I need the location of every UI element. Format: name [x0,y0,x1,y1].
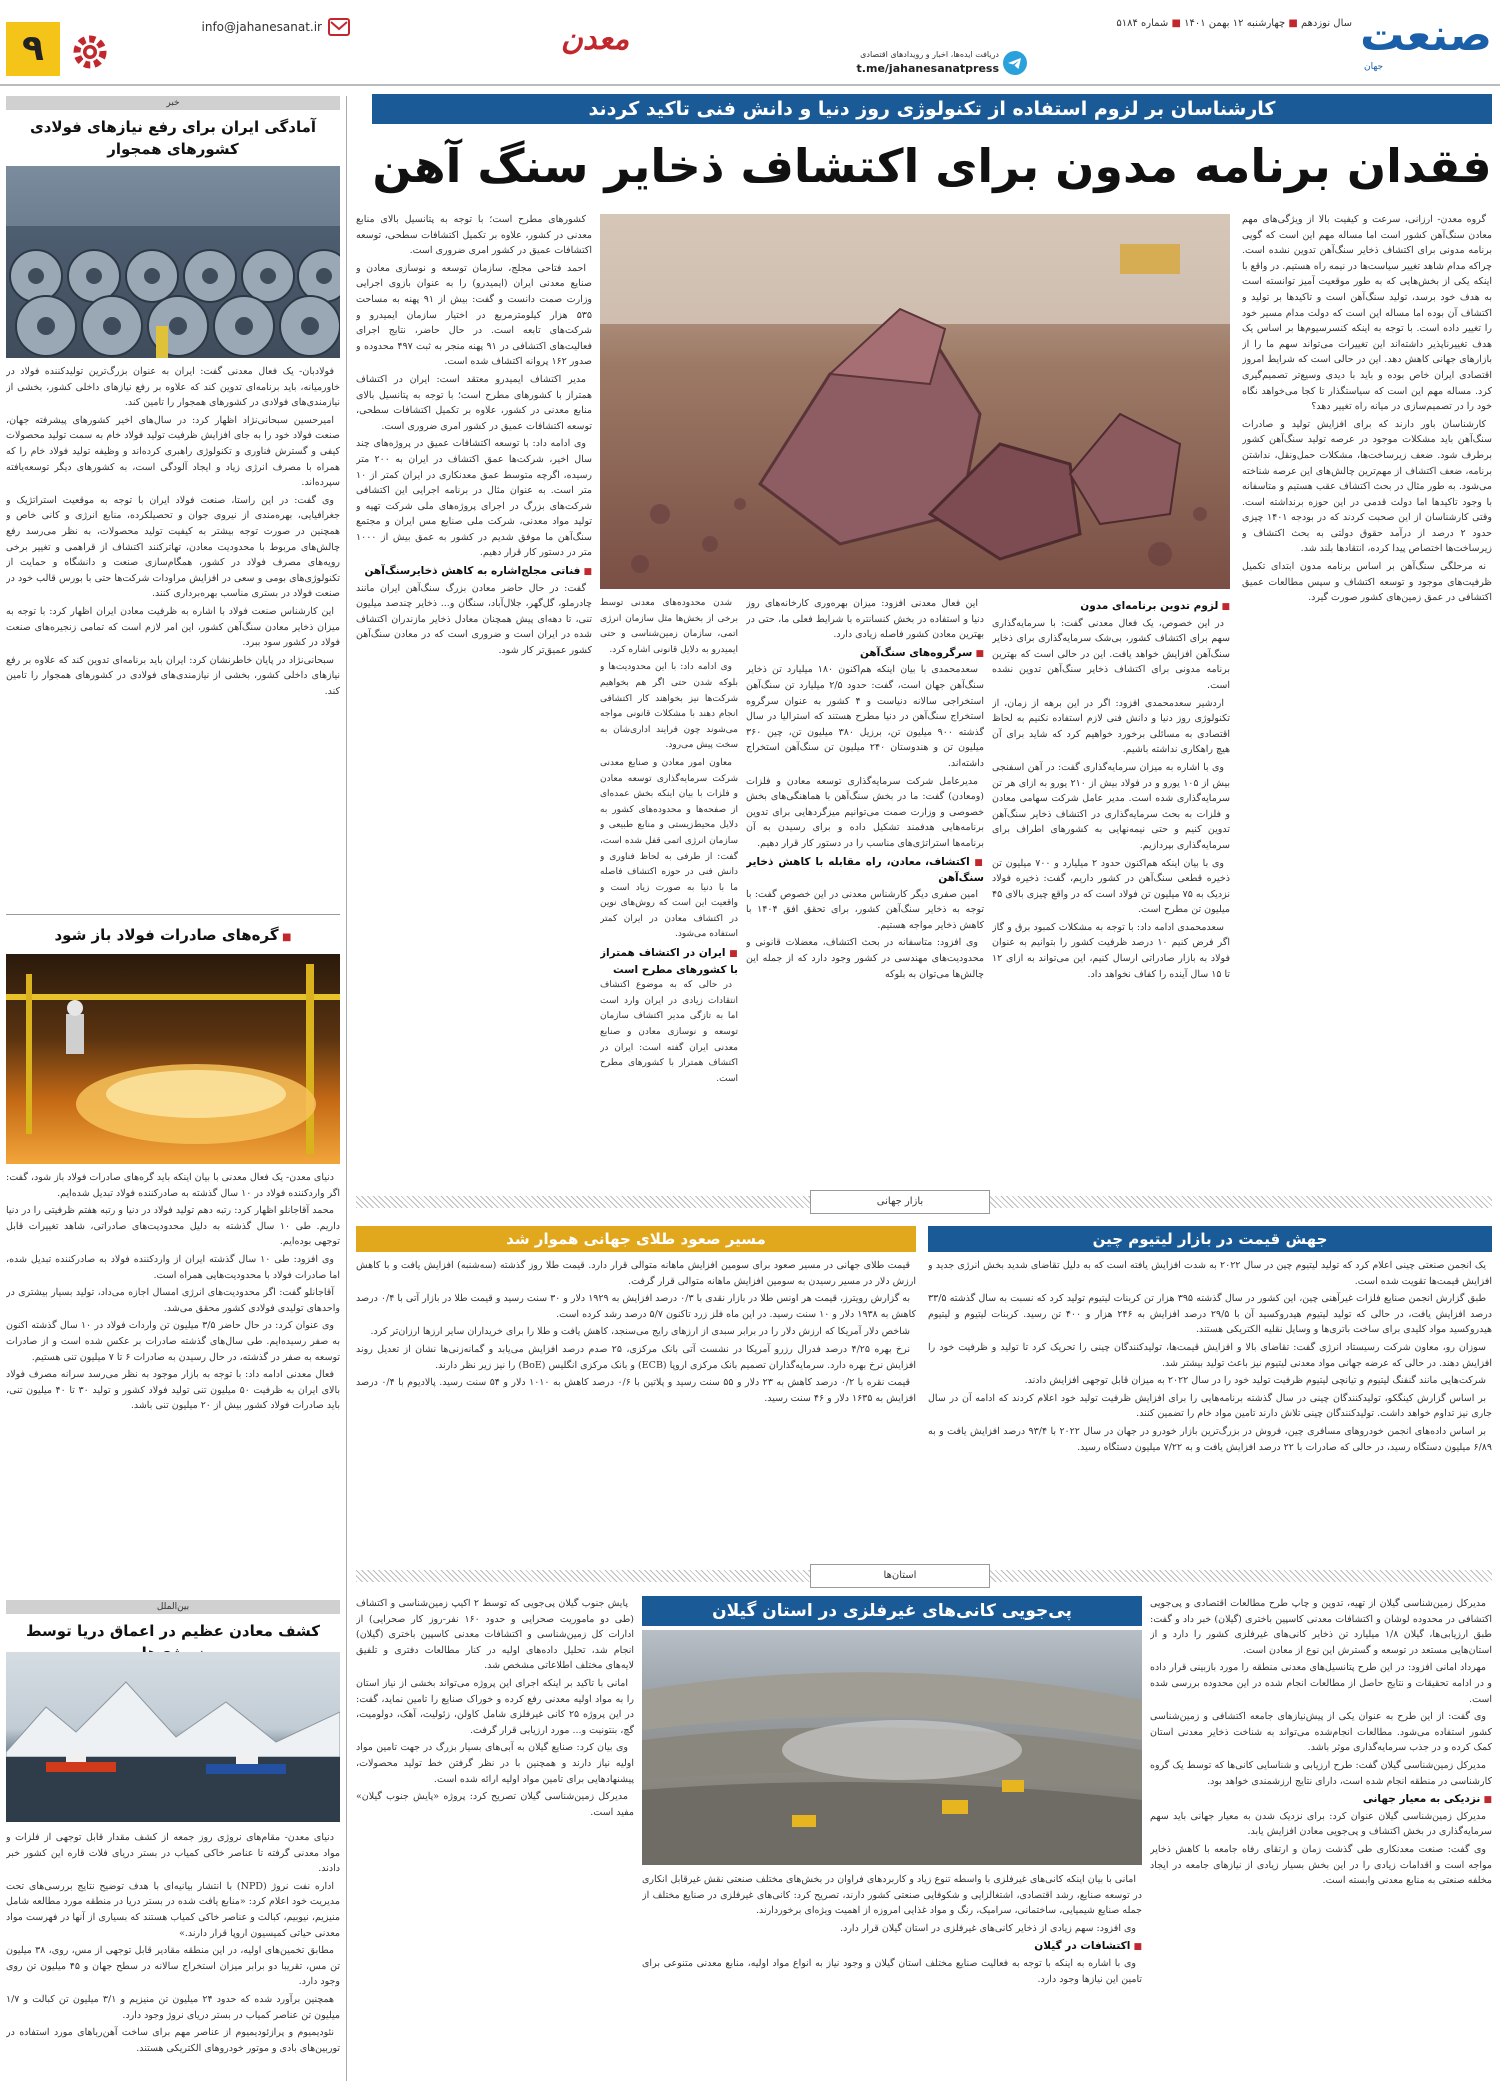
sep-square: ■ [1171,18,1181,29]
paragraph: مدیرعامل شرکت سرمایه‌گذاری توسعه معادن و فلزات (ومعادن) گفت: ما در بخش سنگ‌آهن با هماهنگی‌های بخش خصوصی و وزارت صمت می‌توانیم میزگردهایی برای تدوین برنامه‌هایی هدفمند تشکیل داده و برای رسیدن به آن برنامه‌ها استراتژی‌های مناسب را در دستور کار قرار دهیم. [746,775,984,849]
paragraph: طبق گزارش انجمن صنایع فلزات غیرآهنی چین، این کشور در سال گذشته ۳۹۵ هزار تن کربنات لیتیوم تولید کرد که نسبت به سال گذشته ۳۳/۵ درصد افزایش یافت، در حالی که تولید لیتیوم هیدروکسید آن با ۲۹/۵ درصد افزایش به ۲۴۶ هزار و ۴۰۰ تن رسید. کربنات لیتیوم و لیتیوم هیدروکسید مواد کلیدی برای ساخت باتری‌ها و وسایل نقلیه الکتریکی هستند. [928,1293,1492,1336]
paragraph: محمد آقاجانلو اظهار کرد: رتبه دهم تولید فولاد در دنیا و رتبه هفتم ظرفیتی را در دنیا داریم. طی ۱۰ سال گذشته به دلیل محدودیت‌های صادراتی، شاهد تغییرات قابل توجهی بوده‌ایم. [6,1205,340,1248]
email-block[interactable] [120,18,350,38]
lead-subhead-3: ■ اکتشاف، معادن، راه مقابله با کاهش ذخایر سنگ‌آهن [746,855,984,887]
provinces-tag: استان‌ها [810,1564,990,1588]
paragraph: شاخص دلار آمریکا که ارزش دلار را در برابر سبدی از ارزهای رایج می‌سنجد، کاهش یافت و طلا را برای خریداران سایر ارزها ارزان‌تر کرد. [370,1326,910,1338]
email-icon [328,18,350,36]
paragraph: اداره نفت نروژ (NPD) با انتشار بیانیه‌ای با هدف توضیح نتایج بررسی‌های تحت مدیریت خود اعلام کرد: «منابع یافت شده در بستر دریا در منطقه مورد مطالعه شامل منیزیم، نیوبیم، کبالت و عناصر خاکی کمیاب هستند که بسیاری از آنها در فهرست مواد معدنی حیاتی کمیسیون اروپا قرار دارند.» [6,1880,340,1939]
paragraph: در این خصوص، یک فعال معدنی گفت: با سرمایه‌گذاری سهم برای اکتشاف کشور، بی‌شک سرمایه‌گذاری برای ذخایر سنگ‌آهن افزایش خواهد یافت. این در حالی است که بهترین برنامه مدونی برای اکتشاف ذخایر سنگ‌آهن تدوین نشده است. [992,617,1230,691]
sidebar-tag-news: خبر [6,96,340,110]
gilan-subhead-2: ■ اکتشافات در گیلان [642,1939,1142,1956]
gilan-subhead-1: ■ نزدیکی به معیار جهانی [1150,1792,1492,1809]
lead-column-1 [1242,212,1492,1180]
paragraph: امیرحسین سبحانی‌نژاد اظهار کرد: در سال‌های اخیر کشورهای پیشرفته جهان، صنعت فولاد خود را به جای افزایش ظرفیت تولید فولاد خام به سمت تولید محصولات کیفی و گسترش فناوری و تکنولوژی راهبری کرده‌اند و وظیفه تولید فولاد خام را که همراه با مصرف انرژی زیاد و ایجاد آلودگی است، به کشورهای دیگر توسعه‌یافته سپرده‌اند. [6,414,340,489]
paragraph: کارشناسان باور دارند که برای افزایش تولید و صادرات سنگ‌آهن باید مشکلات موجود در عرصه تولید سنگ‌آهن کشور برطرف شود. ضعف زیرساخت‌ها، مشکلات حمل‌ونقل، نداشتن برنامه، ضعف اکتشاف از مهم‌ترین چالش‌های این عرصه شناخته می‌شود. به طور مثال در بحث اکتشاف عقب هستیم و متاسفانه با وجود تاکیدها اما دولت قدمی در این حوزه برنداشته است. وقتی کارشناسان از این صحبت کردند که در بودجه ۱۴۰۱ چیزی حدود ۲ درصد از درآمد حقوق دولتی به بحث اکتشاف و زیرساخت‌ها اختصاص پیدا کرده، انتقادها بلند شد. [1242,418,1492,555]
story3-body [6,1830,340,2080]
paragraph: سبحانی‌نژاد در پایان خاطرنشان کرد: ایران باید برنامه‌ای تدوین کند که علاوه بر رفع نیازهای داخلی کشور، بخشی از نیازمندی‌های فولادی در کشورهای همجوار را تامین کند. [6,654,340,697]
paragraph: مدیرکل زمین‌شناسی گیلان تصریح کرد: پروژه «پایش جنوب گیلان» مفید است. [356,1791,634,1818]
gold-body [356,1258,916,1546]
paragraph: سعدمحمدی با بیان اینکه هم‌اکنون ۱۸۰ میلیارد تن ذخایر سنگ‌آهن جهان است، گفت: حدود ۲/۵ میلیارد تن سنگ‌آهن استخراجی سالانه دنیاست و ۴ کشور به عنوان سرگروه استخراج سنگ‌آهن در دنیا مطرح هستند که استرالیا در سال گذشته ۹۰۰ میلیون تن، برزیل ۳۸۰ میلیون تن، چین ۳۶۰ میلیون تن و هندوستان ۲۴۰ میلیون تن سنگ‌آهن استخراج داشته‌اند. [746,664,984,769]
paragraph: امانی با تاکید بر اینکه اجرای این پروژه می‌تواند بخشی از نیاز استان را به مواد اولیه معدنی رفع کرده و خوراک صنایع را تامین نماید، گفت: در این پروژه ۲۵ کانی غیرفلزی شامل کاولن، زئولیت، آهک، دولومیت، گچ، بنتونیت و... مورد ارزیابی قرار گرفت. [356,1677,634,1736]
paragraph: آقاجانلو گفت: اگر محدودیت‌های انرژی امسال اجازه می‌داد، تولید بسیار بیشتری در واحدهای تولیدی فولادی کشور محقق می‌شد. [6,1287,340,1314]
paragraph: اردشیر سعدمحمدی افزود: اگر در این برهه از زمان، از تکنولوژی روز دنیا و دانش فنی لازم استفاده نکنیم به لحاظ اقتصادی به مسائلی برخورد خواهیم کرد که شاید برای آن هیچ راهکاری نداشته باشیم. [992,697,1230,756]
gilan-column-2 [642,1872,1142,2082]
telegram-block[interactable] [822,48,1027,80]
gear-icon [66,28,114,76]
paragraph: وی ادامه داد: با این محدودیت‌ها و بلوکه شدن حتی اگر هم بخواهیم شرکت‌ها نیز بخواهند کار اکتشافی انجام دهند با مشکلات قانونی مواجه می‌شوند چون فرایند اداری‌شان به سخت پیش می‌رود. [600,662,738,751]
paragraph: امانی با بیان اینکه کانی‌های غیرفلزی با واسطه تنوع زیاد و کاربردهای فراوان در بخش‌های مختلف صنعتی نقش غیرقابل انکاری در توسعه صنایع، رشد اقتصادی، اشتغالزایی و شکوفایی صنعتی کشور دارند، تصریح کرد: کانی‌های غیرفلزی در صنایع مختلف از جمله صنایع شیمیایی، ساختمانی، سرامیک، رنگ و مواد غذایی امروزه از اهمیت ویژه‌ای برخوردارند. [642,1874,1142,1917]
paragraph: مطابق تخمین‌های اولیه، در این منطقه مقادیر قابل توجهی از مس، روی، ۳۸ میلیون تن مس، تقریبا دو برابر میزان استخراج سالانه در سطح جهان و ۴۵ میلیون تن روی وجود دارد. [6,1945,340,1988]
paragraph: فولادبان- یک فعال معدنی گفت: ایران به عنوان بزرگ‌ترین تولیدکننده فولاد در خاورمیانه، باید برنامه‌ای تدوین کند که علاوه بر رفع نیازهای داخلی کشور، بخشی از نیازمندی‌های فولادی در کشورهای همجوار را تامین کند. [6,366,340,409]
paragraph: نئودیمیوم و پرازئودیمیوم از عناصر مهم برای ساخت آهن‌رباهای مورد استفاده در توربین‌های بادی و موتور خودروهای الکتریکی هستند. [6,2027,340,2054]
paragraph: همچنین برآورد شده که حدود ۲۴ میلیون تن منیزیم و ۳/۱ میلیون تن کبالت و ۱/۷ میلیون تن عناصر کمیاب در بستر دریای نروژ وجود دارد. [6,1993,340,2021]
gilan-column-3 [356,1596,634,2082]
paragraph: بر اساس داده‌های انجمن خودروهای مسافری چین، فروش در بزرگ‌ترین بازار خودرو در جهان در سال ۲۰۲۲ با ۹۳/۴ درصد افزایش یافت و به ۶/۸۹ میلیون دستگاه رسید، در حالی که صادرات با ۲۲ درصد افزایش یافت و به ۷/۲۲ میلیون دستگاه رسید. [928,1425,1492,1453]
paragraph: مدیرکل زمین‌شناسی گیلان از تهیه، تدوین و چاپ طرح مطالعات اقتصادی و پی‌جویی اکتشافی در محدوده لوشان و اکتشافات معدنی کاسپین باختری (گیلان) خبر داد و گفت: طبق ارزیابی‌ها، گیلان ۱/۸ میلیارد تن ذخایر کانی‌های غیرفلزی کشور را دارد و از استان‌هایی مستعد در توسعه و گسترش این نوع از معادن است. [1150,1598,1492,1656]
story1-body [6,364,340,904]
world-market-tag: بازار جهانی [810,1190,990,1214]
logo[interactable] [1362,8,1492,72]
paragraph: وی با اشاره به میزان سرمایه‌گذاری گفت: در آهن اسفنجی بیش از ۱۰۵ یورو و در فولاد بیش از ۲۱۰ یورو به ازای هر تن سرمایه‌گذاری شده است. مدیر عامل شرکت سهامی معادن و فلزات به بحث سرمایه‌گذاری در اکتشاف ذخایر سنگ‌آهن تدوین کنیم و حتی نیمه‌نهایی به کشورهای اطراف برای سرمایه‌گذاری بپردازیم. [992,761,1230,851]
paragraph: دنیای معدن- یک فعال معدنی با بیان اینکه باید گره‌های صادرات فولاد باز شود، گفت: اگر واردکننده فولاد در ۱۰ سال گذشته به صادرکننده فولاد تبدیل شده‌ایم. [6,1172,340,1199]
lead-column-3 [746,596,984,1180]
paragraph: قیمت نقره با ۰/۲ درصد کاهش به ۲۳ دلار و ۵۵ سنت رسید و پلاتین با ۰/۶ درصد کاهش به ۱۰۱۰ دلار و ۵۴ سنت رسید. پالادیوم با ۰/۴ درصد افزایش به ۱۶۳۵ دلار و ۴۶ سنت رسید. [356,1377,916,1404]
paragraph: وی ادامه داد: با توسعه اکتشافات عمیق در پروژه‌های چند سال اخیر، شرکت‌ها عمق اکتشاف در ایران به ۲۰۰ متر رسیده، اگرچه متوسط عمق معدنکاری در ایران کمتر از ۱۰ متر است. به عنوان مثال در برنامه اجرایی این اکتشافی شرکت‌های بزرگ در اجرای پروژه‌های ملی شرکت تهیه و تولید مواد معدنی، شرکت ملی صنایع مس ایران و مجتمع سنگ‌آهن ما موفق شدیم در کشور به عمق بیش از ۱۰۰۰ متر در دستور کار قرار دهیم. [356,438,592,559]
divider [6,914,340,915]
paragraph: سعدمحمدی ادامه داد: با توجه به مشکلات کمبود برق و گاز اگر فرض کنیم ۱۰ درصد ظرفیت کشور را بتوانیم به عنوان فولاد به بازار صادراتی ارسال کنیم، این می‌تواند به ازای ۱۲ تا ۱۵ سال آینده را کفاف نخواهد داد. [992,921,1230,980]
paragraph: مدیرکل زمین‌شناسی گیلان عنوان کرد: برای نزدیک شدن به معیار جهانی باید سهم سرمایه‌گذاری در بخش اکتشاف و پی‌جویی معادن افزایش یابد. [1150,1810,1492,1838]
issue-number: شماره ۵۱۸۴ [1116,18,1169,29]
story2-title-text: گره‌های صادرات فولاد باز شود [54,926,279,944]
lead-subhead-1: ■ لزوم تدوین برنامه‌ای مدون [992,599,1230,616]
lead-column-2 [992,596,1230,1180]
story2-title [6,924,340,949]
paragraph: وی گفت: از این طرح به عنوان یکی از پیش‌نیازهای جامعه اکتشافی و زمین‌شناسی کشور استفاده می‌شود. مطالعات انجام‌شده می‌تواند به شناخت ذخایر معدنی استان کمک کرده و در جذب سرمایه‌گذاری موثر باشد. [1150,1711,1492,1754]
paragraph: وی افزود: متاسفانه در بحث اکتشاف، معضلات قانونی و محدودیت‌های مهندسی در کشور وجود دارد که از جمله این چالش‌ها می‌توان به بلوکه [746,937,984,980]
steel-plant-photo [6,954,340,1164]
iron-ore-photo [600,214,1230,589]
story3-title: کشف معادن عظیم در اعماق دریا توسط [25,1622,321,1640]
paragraph: وی عنوان کرد: در حال حاضر ۳/۵ میلیون تن واردات فولاد در ۱۰ سال گذشته اکنون به صفر رسیده‌ایم. طی سال‌های گذشته صادرات بر عکس شده است و از صادرات توسعه به صفر در گذشته، در حال رسیدن به صادرات ۶ تا ۷ میلیون تنی هستیم. [6,1320,340,1363]
telegram-icon [1003,51,1027,75]
lead-subhead-4: ■ ایران در اکتشاف همتراز با کشورهای مطرح است [600,946,738,978]
section-title: معدن [560,22,630,57]
paragraph: قیمت طلای جهانی در مسیر صعود برای سومین افزایش ماهانه متوالی قرار دارد. قیمت طلا روز گذشته (سه‌شنبه) افزایش یافت و با کاهش ارزش دلار در مسیر رسیدن به سومین افزایش ماهانه متوالی قرار گرفت. [356,1260,916,1287]
sidebar [6,96,340,2081]
open-pit-mine-photo [642,1630,1142,1865]
lead-column-4 [600,596,738,1180]
email-text[interactable]: info@jahanesanat.ir [201,20,322,34]
paragraph: فعال معدنی ادامه داد: با توجه به بازار موجود به نظر می‌رسد سرانه مصرف فولاد بالای ایران به ظرفیت ۵۰ میلیون تنی تولید فولاد کشور و تولید ۳۰ تا ۴۰ میلیون تنی، باید صادرات فولاد کشور بیش از ۲۰ میلیون تنی باشد. [6,1369,340,1412]
sep-square: ■ [1288,18,1298,29]
story2-body [6,1170,340,1590]
lead-headline: فقدان برنامه مدون برای اکتشاف ذخایر سنگ آهن [372,139,1492,193]
paragraph: وی افزود: طی ۱۰ سال گذشته ایران از واردکننده فولاد به صادرکننده تبدیل شده، اما صادرات فولاد با محدودیت‌هایی همراه است. [6,1253,340,1281]
lithium-body [928,1258,1492,1546]
gilan-title: پی‌جویی کانی‌های غیرفلزی در استان گیلان [642,1596,1142,1626]
paragraph: یک انجمن صنعتی چینی اعلام کرد که تولید لیتیوم چین در سال ۲۰۲۲ به شدت افزایش یافته است که به دلیل تقاضای شدید بخش انرژی جدید و افزایش قیمت‌ها تقویت شده است. [928,1260,1492,1287]
paragraph: به گزارش رویترز، قیمت هر اونس طلا در بازار نقدی با ۰/۳ درصد افزایش به ۱۹۲۹ دلار و ۳۰ سنت رسید و قیمت طلا در بازار آتی با ۰/۴ درصد کاهش به ۱۹۳۸ دلار و ۱۰ سنت رسید. در این ماه فلز زرد تاکنون ۵/۷ درصد رشد کرده است. [356,1293,916,1320]
telegram-link[interactable]: t.me/jahanesanatpress [856,62,999,75]
lithium-title: جهش قیمت در بازار لیتیوم چین [928,1226,1492,1252]
paragraph: وی با بیان اینکه هم‌اکنون حدود ۲ میلیارد و ۷۰۰ میلیون تن ذخیره قطعی سنگ‌آهن در کشور داریم، گفت: ذخیره فولاد نزدیک به ۷۵ میلیون تن فولاد است که در واقع چیزی بالای ۴۵ میلیون تن مطرح است. [992,857,1230,916]
paragraph: سوزان رو، معاون شرکت رسیستاد انرژی گفت: تقاضای بالا و افزایش قیمت‌ها، تولیدکنندگان چینی را تحریک کرد تا تولید و ظرفیت خود را افزایش دهند. در حالی که عرضه جهانی مواد معدنی لیتیوم نیز باعث تولید بیشتر شد. [928,1341,1492,1369]
sidebar-divider [346,96,347,2081]
sea-ships-photo [6,1652,340,1822]
paragraph: مدیر اکتشاف ایمیدرو معتقد است: ایران در اکتشاف همتراز با کشورهای مطرح است؛ با توجه به پتانسیل بالای منابع معدنی در کشور، علاوه بر تکمیل اکتشافات سطحی، توسعه اکتشافات عمیق در کشور امری ضروری است. [356,373,592,432]
logo-text: صنعت [1360,10,1492,61]
paragraph: وی گفت: در این راستا، صنعت فولاد ایران با توجه به موقعیت استراتژیک و جغرافیایی، بهره‌مندی از نیروی جوان و تحصیلکرده، منابع انرژی و کانی خاص و همچنین در صورت توجه بیشتر به کیفیت تولید محصولات، به نظر می‌رسد رفع چالش‌های مربوط با محدودیت معادن، تهاتر‌کنند اکتشاف از قراهمی و تغییر برخی رویه‌های مصرف فولاد در کشور، همگام‌سازی صنعت و دانشگاه و حمایت از تکنولوژی‌های بومی و سعی در افزایش مراودات شرکت‌ها حتی با بورس قالب خود در صنعت فولاد در بستری مناسب بهره‌برداری کنند. [6,494,340,600]
paragraph: نه مرحلگی سنگ‌آهن بر اساس برنامه مدون ابتدای تکمیل ظرفیت‌های موجود و توسعه اکتشاف و سپس مطالعات عمیق اکتشافی در عمق زمین‌های کشور صورت گیرد. [1242,561,1492,604]
paragraph: گروه معدن- ارزانی، سرعت و کیفیت بالا از ویژگی‌های مهم معادن سنگ‌آهن کشور است اما مساله مهم این است که گویی برنامه مدونی برای اکتشاف ذخایر سنگ‌آهن تدوین نشده است. چراکه مدام شاهد تغییر سیاست‌ها در نیمه راه هستیم. در واقع با اینکه یکی از بخش‌هایی که به طور موقعیت آمیز توانسته است به هدف خود برسد، تولید سنگ‌آهن است و تاکیدها بر تولید و اکتشاف آن بوده اما مساله این است که دولت مدام مسیر خود را تغییر داده است. با توجه به اینکه کنسرسیوم‌ها بر اساس یک هدف تغییرناپذیر داشته‌اند این تغییرات می‌تواند سهم ما را از بازارهای جهانی کاهش دهد. این در حالی است که شرایط امروز اقتصادی ایران خاص بوده و باید با دیدی وسیع‌تر تصمیم‌گیری کرد. مساله مهم این است که سیاستگذار تا کجا می‌خواهد نگاه خود را در تصمیم‌سازی در میانه راه تغییر دهد؟ [1242,214,1492,413]
paragraph: مدیرکل زمین‌شناسی گیلان گفت: طرح ارزیابی و شناسایی کانی‌ها که توسط یک گروه کارشناسی در منطقه انجام شده است، دارای نتایج ارزشمندی خواهد بود. [1150,1759,1492,1787]
lead-column-5 [356,212,592,1180]
paragraph: وی با اشاره به اینکه با توجه به فعالیت صنایع مختلف استان گیلان و وجود نیاز به انواع مواد اولیه، منابع معدنی متنوعی برای تامین این نیازها وجود دارد. [642,1957,1142,1985]
paragraph: نرخ بهره ۴/۲۵ درصد فدرال رزرو آمریکا در نشست آتی بانک مرکزی، ۲۵ صدم درصد افزایش می‌یابد و گمانه‌زنی‌ها نشان از تعدیل روند افزایش نرخ بهره دارد. سرمایه‌گذاران تصمیم بانک مرکزی اروپا (ECB) و بانک مرکزی انگلیس (BoE) را نیز زیر نظر دارند. [356,1343,916,1371]
paragraph: وی افزود: سهم زیادی از ذخایر کانی‌های غیرفلزی در استان گیلان قرار دارد. [840,1922,1136,1934]
page-number: ۹ [6,22,60,76]
lead-subhead-2: ■ سرگروه‌های سنگ‌آهن [746,646,984,663]
paragraph: احمد فتاحی مجلج، سازمان توسعه و نوسازی معادن و صنایع معدنی ایران (ایمیدرو) را به عنوان بازوی اجرایی وزارت صمت دانست و گفت: بیش از ۹۱ پهنه به مساحت ۵۳۵ هزار کیلومترمربع در اختیار سازمان ایمیدرو و شرکت‌های تابعه است. در حال حاضر، نتایج اجرای فعالیت‌های اکتشافی در ۹۱ پهنه منجر به ثبت ۴۹۷ محدوده و صدور ۱۶۲ پروانه اکتشاف شده است. [356,262,592,368]
lead-subhead-5: ■ فناتی مجلج‌اشاره به کاهش ذخایرسنگ‌آهن [356,564,592,581]
story1-title: آمادگی ایران برای رفع نیازهای فولادی کشورهای همجوار [29,118,317,158]
logo-sub: جهان [1364,62,1384,72]
paragraph: دنیای معدن- مقام‌های نروژی روز جمعه از کشف مقدار قابل توجهی از فلزات و مواد معدنی گرفته تا عناصر خاکی کمیاب در بستر دریای فلات قاره این کشور خبر دادند. [6,1832,340,1875]
year-issue: سال نوزدهم [1300,18,1352,29]
issue-date: چهارشنبه ۱۲ بهمن ۱۴۰۱ [1184,18,1286,29]
paragraph: شرکت‌هایی مانند گنفنگ لیتیوم و تیانچی لیتیوم ظرفیت تولید خود را در سال ۲۰۲۲ به میزان قابل توجهی افزایش دادند. [1024,1375,1486,1387]
paragraph: وی گفت: صنعت معدنکاری طی گذشت زمان و ارتقای رفاه جامعه با کاهش ذخایر مواجه است و اقدامات زیادی را در این بخش بسیار زیادی از نیازهای جامعه در ایجاد مخلفه صنعتی به منابع معدنی وابسته است. [1150,1843,1492,1887]
red-square-icon: ■ [278,932,292,943]
lead-kicker: کارشناسان بر لزوم استفاده از تکنولوژی روز دنیا و دانش فنی تاکید کردند [372,94,1492,124]
masthead [0,0,1500,86]
telegram-note: دریافت ایده‌ها، اخبار و رویدادهای اقتصادی [860,50,999,59]
paragraph: این کارشناس صنعت فولاد با اشاره به ظرفیت معادن ایران اظهار کرد: با توجه به میزان ذخایر معادن سنگ‌آهن کشور، این امر لازم است که تمامی زنجیره‌های صنعت فولاد در کشور سود ببرد. [6,605,340,649]
paragraph: وی بیان کرد: صنایع گیلان به آبی‌های بسیار بزرگ در جهت تامین مواد اولیه نیاز دارند و همچنین با در نظر گرفتن خط تولید محصولات، پیشنهادهایی برای تامین مواد اولیه ارائه شده است. [356,1742,634,1785]
steel-coils-photo [6,166,340,358]
paragraph: شدن محدوده‌های معدنی توسط برخی از بخش‌ها مثل سازمان انرژی اتمی، سازمان زمین‌شناسی و حتی ایمیدرو به دلایل قانونی اشاره کرد. [600,598,738,655]
paragraph: در حالی که به موضوع اکتشاف انتقادات زیادی در ایران وارد است اما به تازگی مدیر اکتشاف سازمان توسعه و نوسازی معادن و صنایع معدنی ایران گفته است: ایران در اکتشاف همتراز با کشورهای مطرح است. [600,980,738,1084]
paragraph: امین صفری دیگر کارشناس معدنی در این خصوص گفت: با توجه به ذخایر سنگ‌آهن کشور، برای تحقق افق ۱۴۰۴ با کاهش ذخایر مواجه هستیم. [746,888,984,931]
date-bar [1112,16,1352,32]
gilan-column-1 [1150,1596,1492,2082]
paragraph: بر اساس گزارش کینگکو، تولیدکنندگان چینی در سال گذشته برنامه‌هایی را برای افزایش ظرفیت تولید خود اعلام کردند که ادامه آن در سال جاری نیز تداوم خواهد داشت. تولیدکنندگان چینی تلاش دارند تامین مواد خام را تضمین کنند. [928,1392,1492,1420]
paragraph: مهرداد امانی افزود: در این طرح پتانسیل‌های معدنی منطقه را مورد بازبینی قرار داده و در ادامه تحقیقات و نتایج حاصل از مطالعات انجام شده در این محدوده بررسی شده است. [1150,1662,1492,1705]
paragraph: معاون امور معادن و صنایع معدنی شرکت سرمایه‌گذاری توسعه معادن و فلزات با بیان اینکه بخش عمده‌ای از صفحه‌ها و محدوده‌های کشور به دلایل محیط‌زیستی و منابع طبیعی و سازمان انرژی اتمی قفل شده است، گفت: از طرفی به لحاظ فناوری و دانش فنی در حوزه اکتشاف فاصله ما با دنیا به صورت زیاد است و واقعیت این است که روش‌های نوین در اکتشاف معادن در ایران کمتر استفاده می‌شود. [600,757,738,940]
paragraph: کشورهای مطرح است؛ با توجه به پتانسیل بالای منابع معدنی در کشور، علاوه بر تکمیل اکتشافات سطحی، توسعه اکتشافات عمیق در کشور امری ضروری است. [356,214,592,257]
gold-title: مسیر صعود طلای جهانی هموار شد [356,1226,916,1252]
paragraph: پایش جنوب گیلان پی‌جویی که توسط ۲ اکیپ زمین‌شناسی و اکتشاف (طی دو ماموریت صحرایی و حدود ۱۶۰ نفر-روز کار صحرایی) از ادارات کل زمین‌شناسی و اکتشافات معدنی کاسپین باختری (گیلان) انجام شد، تحلیل داده‌های اولیه در کنار مطالعات دفتری و تلفیق لایه‌های مختلف اطلاعاتی مشخص شد. [356,1598,634,1672]
sidebar-tag-international: بین‌الملل [6,1600,340,1614]
steel-coil-row [10,250,340,356]
paragraph: گفت: در حال حاضر معادن بزرگ سنگ‌آهن ایران مانند چادرملو، گل‌گهر، جلال‌آباد، سنگان و... ذخایر چندصد میلیون تنی، تا دهه‌ای پیش همچنان معادل ذخایر مازندران اکتشاف شده در ایران است و ضروری است که در معادن سنگ‌آهن کشور عمیق‌تر کار شود. [356,582,592,657]
paragraph: این فعال معدنی افزود: میزان بهره‌وری کارخانه‌های روز دنیا و استفاده در بخش کنسانتره با شرایط فعلی ما، حتی در بهترین معادن کشور فاصله زیادی دارد. [746,598,984,641]
